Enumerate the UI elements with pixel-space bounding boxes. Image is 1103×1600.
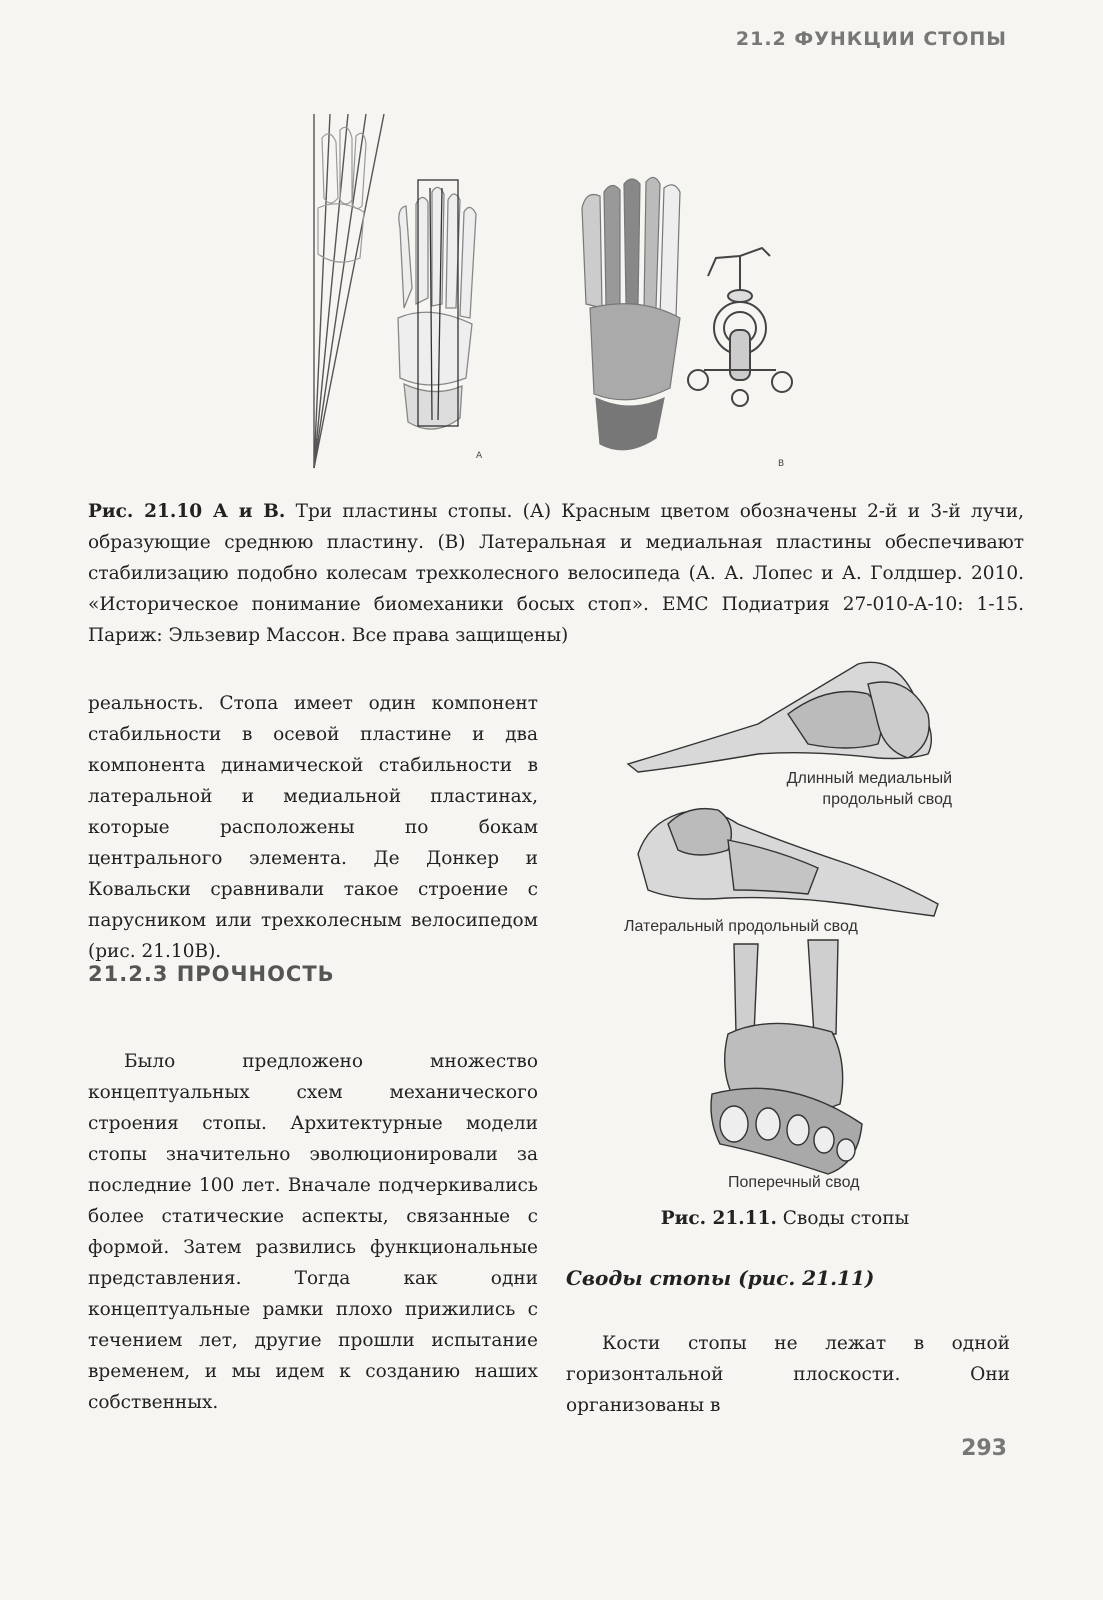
section-heading: 21.2.3 ПРОЧНОСТЬ [88,962,335,986]
medial-arch-foot [628,662,931,772]
figure-letter-a: A [476,451,483,461]
body-paragraph-1: реальность. Стопа имеет один компонент стабильности в осевой пластине и два компонента динамической стабильности в латеральной и медиальной пластинах, которые расположены по бокам центрального элемента. Де Донкер и Ковальски сравнивали такое строение с парусником или трехколесным велосипедом (рис. 21.10B). [88,693,538,962]
label-transverse-arch: Поперечный свод [728,1174,860,1191]
right-paragraph: Кости стопы не лежат в одной горизонтальной плоскости. Они организованы в [566,1333,1010,1416]
page-number: 293 [961,1436,1007,1461]
figure-foot-arches [608,654,1008,1202]
body-paragraph-1-container [88,688,538,967]
foot-diagram-a [398,180,476,429]
body-paragraph-2: Было предложено множество концептуальных схем механического строения стопы. Архитектурные модели стопы значительно эволюционировали за последние 100 лет. Вначале подчеркивались более статические аспекты, связанные с формой. Затем развились функциональные представления. Тогда как одни концептуальные рамки плохо прижились с течением лет, другие прошли испытание временем, и мы идем к созданию наших собственных. [88,1051,538,1413]
figure-caption-21-11 [580,1208,990,1229]
caption-label: Рис. 21.10 А и В. [88,501,286,522]
right-paragraph-container [566,1328,1010,1421]
caption-text: Три пластины стопы. (А) Красным цветом обозначены 2-й и 3-й лучи, образующие среднюю пластину. (В) Латеральная и медиальная пластины обеспечивают стабилизацию подобно колесам трехколесного велосипеда (А. А. Лопес и А. Голдшер. 2010. «Историческое понимание биомеханики босых стоп». EMC Подиатрия 27-010-A-10: 1-15. Париж: Эльзевир Массон. Все права защищены) [88,501,1024,646]
body-paragraph-2-container [88,1046,538,1418]
caption2-label: Рис. 21.11. [660,1208,777,1229]
running-header: 21.2 ФУНКЦИИ СТОПЫ [735,28,1007,50]
subheading-foot-arches: Своды стопы (рис. 21.11) [566,1266,875,1290]
transverse-arch-foot [711,940,862,1174]
label-medial-arch-line1: Длинный медиальный [786,770,952,787]
figure-three-plates [300,108,810,478]
lateral-arch-foot [638,809,938,916]
foot-rays-diagram [314,114,384,468]
foot-diagram-b [582,177,680,449]
label-medial-arch [738,768,952,810]
label-medial-arch-line2: продольный свод [822,791,952,808]
figure-letter-b: B [778,459,785,469]
figure-caption-21-10 [88,496,1024,651]
label-lateral-arch: Латеральный продольный свод [624,918,858,935]
tricycle-illustration [688,248,792,406]
caption2-text: Своды стопы [776,1208,910,1229]
